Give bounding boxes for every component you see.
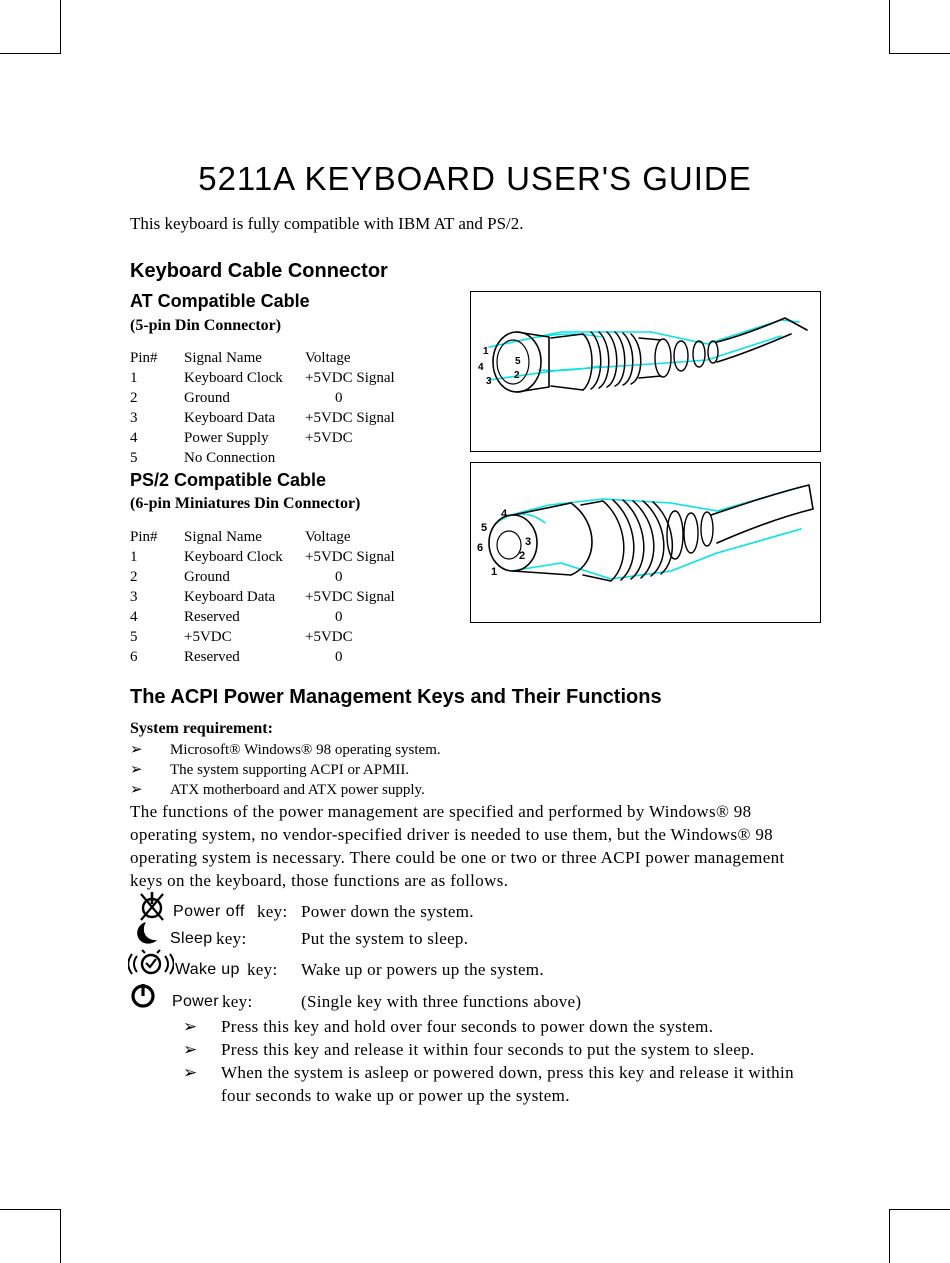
col-voltage-header: Voltage — [305, 350, 351, 366]
ps2-pin-label: 5 — [481, 522, 488, 534]
at-pin-label: 1 — [483, 346, 489, 357]
key-suffix: key: — [222, 992, 253, 1011]
signal-name: Keyboard Data — [184, 589, 276, 605]
requirement-label: System requirement: — [130, 720, 273, 737]
at-pin-label: 5 — [515, 356, 521, 367]
requirement-text: The system supporting ACPI or APMII. — [170, 762, 410, 778]
ps2-pin-label: 3 — [525, 536, 532, 548]
col-voltage-header: Voltage — [305, 529, 351, 545]
key-name: Power — [172, 993, 219, 1010]
arrow-bullet-icon: ➢ — [183, 1063, 198, 1082]
acpi-paragraph — [130, 800, 830, 892]
page-title: 5211A KEYBOARD USER'S GUIDE — [198, 160, 752, 197]
signal-name: Power Supply — [184, 430, 269, 446]
at-pin-table — [130, 350, 430, 470]
voltage: +5VDC — [305, 629, 353, 645]
list-item — [130, 740, 441, 759]
ps2-pin-label: 6 — [477, 542, 484, 554]
pin-number: 6 — [130, 649, 138, 665]
pin-number: 4 — [130, 609, 138, 625]
ps2-pin-table — [130, 529, 430, 669]
list-item — [130, 780, 425, 799]
table-row — [130, 430, 430, 450]
table-row — [130, 450, 430, 470]
signal-name: Reserved — [184, 649, 240, 665]
voltage: 0 — [335, 390, 343, 406]
paragraph-line: operating system, no vendor-specified driver is needed to use them, but the Windows® 98 — [130, 825, 774, 844]
at-connector-figure — [470, 291, 821, 452]
voltage: +5VDC — [305, 430, 353, 446]
col-pin-header: Pin# — [130, 529, 158, 545]
pin-number: 3 — [130, 410, 138, 426]
power-key-icon — [130, 981, 158, 1014]
wake-up-key-icon — [128, 949, 174, 984]
at-din-connector-drawing — [471, 292, 820, 451]
list-item — [130, 760, 409, 779]
acpi-heading: The ACPI Power Management Keys and Their Functions — [130, 686, 662, 708]
arrow-bullet-icon: ➢ — [130, 782, 143, 798]
ps2-pin-label: 4 — [501, 508, 508, 520]
table-row — [130, 589, 430, 609]
pin-number: 2 — [130, 569, 138, 585]
table-row — [130, 410, 430, 430]
at-cable-subheading: (5-pin Din Connector) — [130, 317, 282, 334]
ps2-pin-label: 2 — [519, 550, 526, 562]
power-note-text: Press this key and release it within four seconds to put the system to sleep. — [221, 1040, 755, 1059]
at-pin-label: 2 — [514, 370, 520, 381]
crop-mark-bottom-right — [889, 1209, 950, 1263]
table-row — [130, 569, 430, 589]
pin-number: 5 — [130, 450, 138, 466]
power-note-continuation: four seconds to wake up or power up the system. — [221, 1086, 570, 1105]
ps2-pin-table-header — [130, 529, 430, 549]
ps2-connector-figure — [470, 462, 821, 623]
pin-number: 1 — [130, 549, 138, 565]
voltage: 0 — [335, 609, 343, 625]
voltage: +5VDC Signal — [305, 589, 395, 605]
at-pin-table-header — [130, 350, 430, 370]
signal-name: Keyboard Data — [184, 410, 276, 426]
list-item — [183, 1061, 794, 1084]
paragraph-line: The functions of the power management are specified and performed by Windows® 98 — [130, 802, 752, 821]
col-pin-header: Pin# — [130, 350, 158, 366]
signal-name: Reserved — [184, 609, 240, 625]
table-row — [130, 549, 430, 569]
key-name: Power off — [173, 903, 245, 920]
pin-number: 5 — [130, 629, 138, 645]
key-suffix: key: — [216, 929, 247, 948]
crop-mark-bottom-left — [0, 1209, 61, 1263]
requirement-text: Microsoft® Windows® 98 operating system. — [170, 742, 441, 758]
ps2-cable-heading: PS/2 Compatible Cable — [130, 470, 327, 490]
pin-number: 3 — [130, 589, 138, 605]
voltage: +5VDC Signal — [305, 410, 395, 426]
paragraph-line: operating system is necessary. There could be one or two or three ACPI power management — [130, 848, 785, 867]
table-row — [130, 390, 430, 410]
key-description: Wake up or powers up the system. — [301, 960, 544, 979]
pin-number: 2 — [130, 390, 138, 406]
power-note-text: Press this key and hold over four seconds to power down the system. — [221, 1017, 714, 1036]
voltage: +5VDC Signal — [305, 549, 395, 565]
arrow-bullet-icon: ➢ — [130, 762, 143, 778]
voltage: 0 — [335, 649, 343, 665]
arrow-bullet-icon: ➢ — [183, 1040, 198, 1059]
table-row — [130, 609, 430, 629]
signal-name: Keyboard Clock — [184, 370, 283, 386]
signal-name: +5VDC — [184, 629, 232, 645]
intro-text: This keyboard is fully compatible with IBM AT and PS/2. — [130, 214, 524, 233]
pin-number: 4 — [130, 430, 138, 446]
pin-number: 1 — [130, 370, 138, 386]
sleep-key-icon — [132, 919, 160, 952]
key-suffix: key: — [257, 902, 288, 921]
list-item — [183, 1015, 713, 1038]
voltage: 0 — [335, 569, 343, 585]
signal-name: Ground — [184, 390, 230, 406]
ps2-mini-din-connector-drawing — [471, 463, 820, 622]
crop-mark-top-left — [0, 0, 61, 54]
crop-mark-top-right — [889, 0, 950, 54]
power-note-text: When the system is asleep or powered down, press this key and release it within — [221, 1063, 794, 1082]
at-pin-label: 3 — [486, 376, 492, 387]
key-description: Power down the system. — [301, 902, 474, 921]
key-suffix: key: — [247, 960, 278, 979]
col-signal-header: Signal Name — [184, 529, 262, 545]
at-cable-heading: AT Compatible Cable — [130, 291, 310, 311]
ps2-cable-subheading: (6-pin Miniatures Din Connector) — [130, 495, 361, 512]
table-row — [130, 649, 430, 669]
key-description: Put the system to sleep. — [301, 929, 469, 948]
at-pin-label: 4 — [478, 362, 484, 373]
signal-name: Keyboard Clock — [184, 549, 283, 565]
paragraph-line: keys on the keyboard, those functions are as follows. — [130, 871, 509, 890]
table-row — [130, 629, 430, 649]
table-row — [130, 370, 430, 390]
key-name: Wake up — [175, 961, 240, 978]
requirement-text: ATX motherboard and ATX power supply. — [170, 782, 425, 798]
signal-name: Ground — [184, 569, 230, 585]
signal-name: No Connection — [184, 450, 276, 466]
cable-section-heading: Keyboard Cable Connector — [130, 260, 388, 282]
key-description: (Single key with three functions above) — [301, 992, 582, 1011]
list-item — [183, 1038, 755, 1061]
col-signal-header: Signal Name — [184, 350, 262, 366]
ps2-pin-label: 1 — [491, 566, 498, 578]
arrow-bullet-icon: ➢ — [183, 1017, 198, 1036]
key-name: Sleep — [170, 930, 213, 947]
arrow-bullet-icon: ➢ — [130, 742, 143, 758]
voltage: +5VDC Signal — [305, 370, 395, 386]
